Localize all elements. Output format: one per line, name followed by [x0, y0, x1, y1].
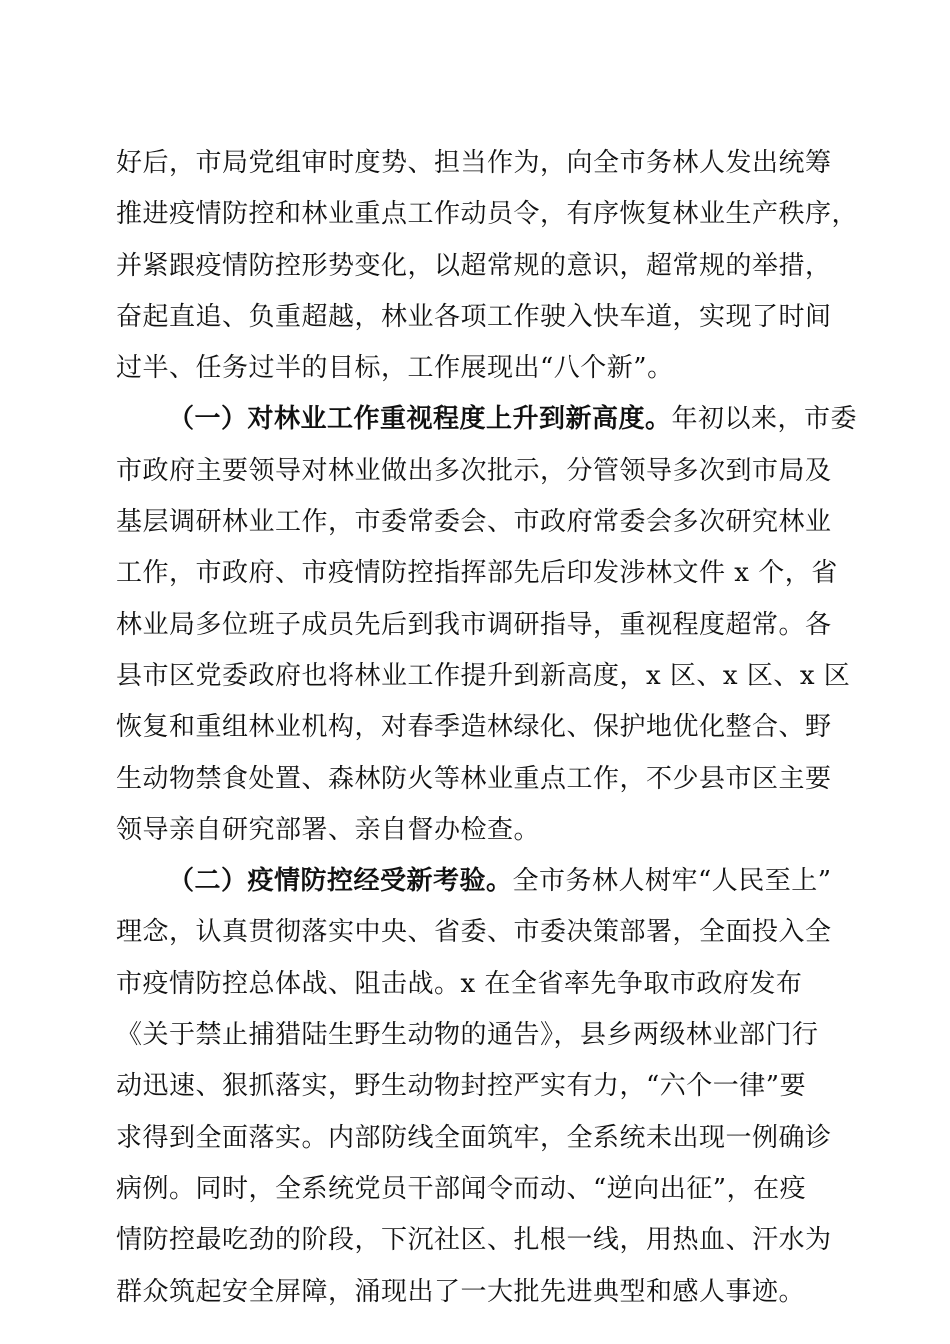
section-first-line	[116, 856, 844, 907]
text-line: 工作，市政府、市疫情防控指挥部先后印发涉林文件 x 个，省	[116, 558, 838, 589]
paragraph-section-2	[116, 856, 844, 1318]
text-line: 理念，认真贯彻落实中央、省委、市委决策部署，全面投入全	[116, 917, 832, 948]
text-line: 求得到全面落实。内部防线全面筑牢，全系统未出现一例确诊	[116, 1122, 832, 1153]
text-line: 市政府主要领导对林业做出多次批示，分管领导多次到市局及	[116, 455, 832, 486]
text-line: 奋起直追、负重超越，林业各项工作驶入快车道，实现了时间	[116, 301, 832, 332]
text-line: 并紧跟疫情防控形势变化，以超常规的意识，超常规的举措，	[116, 250, 832, 281]
text-line: 《关于禁止捕猎陆生野生动物的通告》，县乡两级林业部门行	[116, 1020, 819, 1051]
text-run: 全市务林人树牢“人民至上”	[512, 866, 832, 897]
section-heading: （二）疫情防控经受新考验。	[168, 866, 513, 897]
text-line: 县市区党委政府也将林业工作提升到新高度，x 区、x 区、x 区	[116, 660, 851, 691]
document-body	[116, 138, 859, 1318]
text-line: 病例。同时，全系统党员干部闻令而动、“逆向出征”，在疫	[116, 1173, 807, 1204]
text-line: 林业局多位班子成员先后到我市调研指导，重视程度超常。各	[116, 609, 832, 640]
section-first-line	[116, 394, 858, 445]
text-line: 群众筑起安全屏障，涌现出了一大批先进典型和感人事迹。	[116, 1276, 806, 1307]
text-line: 基层调研林业工作，市委常委会、市政府常委会多次研究林业	[116, 507, 832, 538]
text-line: 情防控最吃劲的阶段，下沉社区、扎根一线，用热血、汗水为	[116, 1225, 832, 1256]
text-line: 恢复和重组林业机构，对春季造林绿化、保护地优化整合、野	[116, 712, 832, 743]
paragraph-section-1	[116, 394, 858, 856]
text-line: 推进疫情防控和林业重点工作动员令，有序恢复林业生产秩序，	[116, 199, 859, 230]
text-line: 好后，市局党组审时度势、担当作为，向全市务林人发出统筹	[116, 148, 832, 178]
text-line: 动迅速、狠抓落实，野生动物封控严实有力，“六个一律”要	[116, 1071, 807, 1102]
text-line: 领导亲自研究部署、亲自督办检查。	[116, 814, 541, 845]
text-line: 过半、任务过半的目标，工作展现出“八个新”。	[116, 353, 674, 384]
text-run: 年初以来，市委	[671, 404, 858, 435]
paragraph-intro	[116, 138, 859, 394]
text-line: 生动物禁食处置、森林防火等林业重点工作，不少县市区主要	[116, 763, 832, 794]
section-heading: （一）对林业工作重视程度上升到新高度。	[168, 404, 672, 435]
text-line: 市疫情防控总体战、阻击战。x 在全省率先争取市政府发布	[116, 968, 803, 999]
